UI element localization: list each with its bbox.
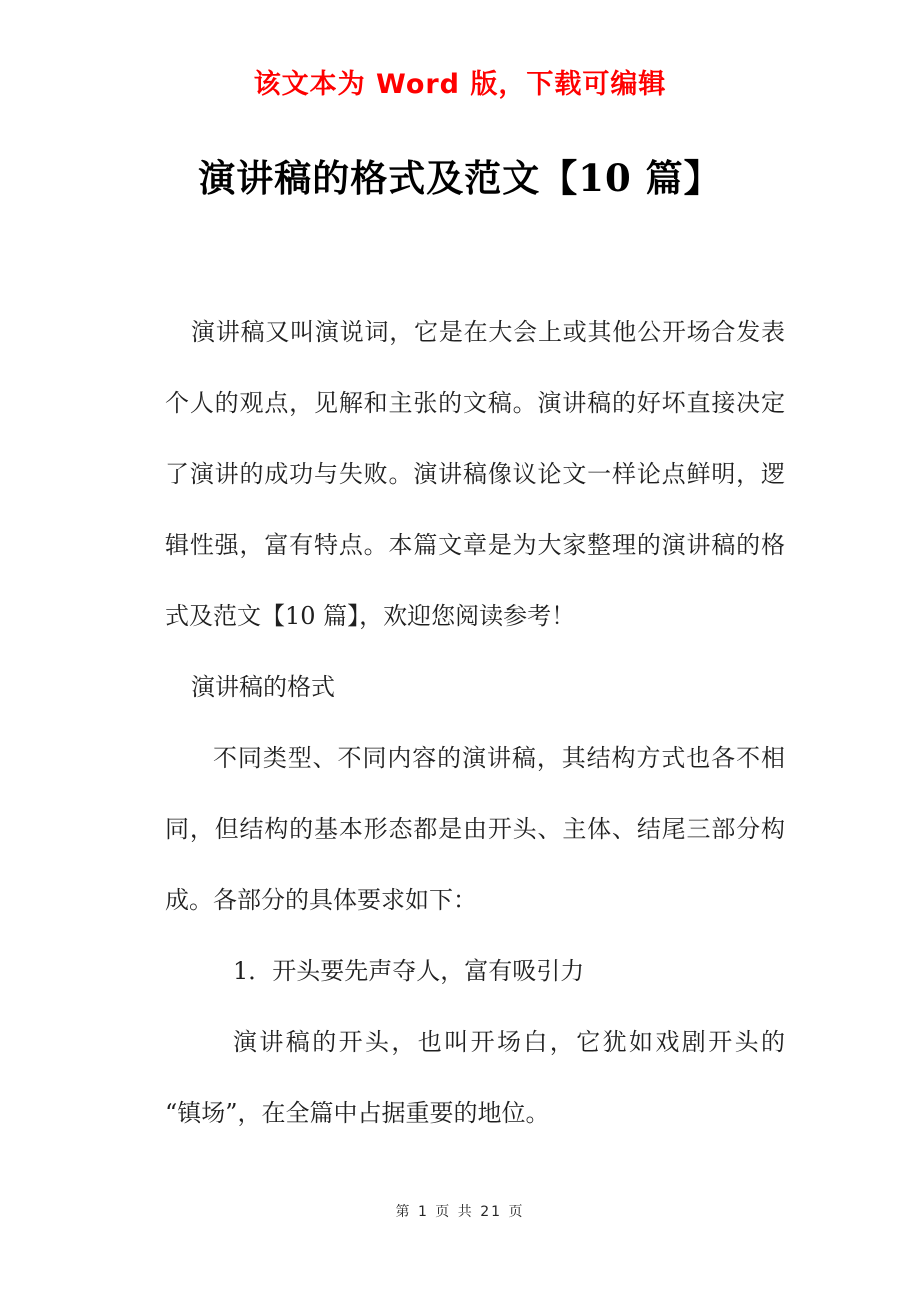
body-line: 辑性强，富有特点。本篇文章是为大家整理的演讲稿的格 — [165, 531, 785, 559]
body-line: 了演讲的成功与失败。演讲稿像议论文一样论点鲜明，逻 — [165, 460, 785, 488]
body-numbered-item-line: 1．开头要先声夺人，富有吸引力 — [233, 957, 585, 985]
page-number-footer — [0, 1200, 920, 1224]
body-line: 不同类型、不同内容的演讲稿，其结构方式也各不相 — [213, 744, 785, 772]
page-number-text: 第 1 页 共 21 页 — [395, 1204, 525, 1220]
document-body — [165, 297, 785, 1149]
body-line: 同，但结构的基本形态都是由开头、主体、结尾三部分构 — [165, 815, 785, 843]
body-line: 演讲稿的开头，也叫开场白，它犹如戏剧开头的 — [233, 1028, 785, 1056]
body-line: 成。各部分的具体要求如下： — [165, 886, 477, 914]
body-line: 个人的观点，见解和主张的文稿。演讲稿的好坏直接决定 — [165, 389, 785, 417]
word-version-banner: 该文本为 Word 版，下载可编辑 — [253, 69, 667, 100]
body-line: 式及范文【10 篇】，欢迎您阅读参考！ — [165, 602, 576, 630]
body-subheading-line: 演讲稿的格式 — [191, 673, 335, 701]
document-title: 演讲稿的格式及范文【10 篇】 — [198, 156, 722, 200]
body-line: “镇场”，在全篇中占据重要的地位。 — [165, 1099, 550, 1127]
body-line: 演讲稿又叫演说词，它是在大会上或其他公开场合发表 — [191, 318, 785, 346]
